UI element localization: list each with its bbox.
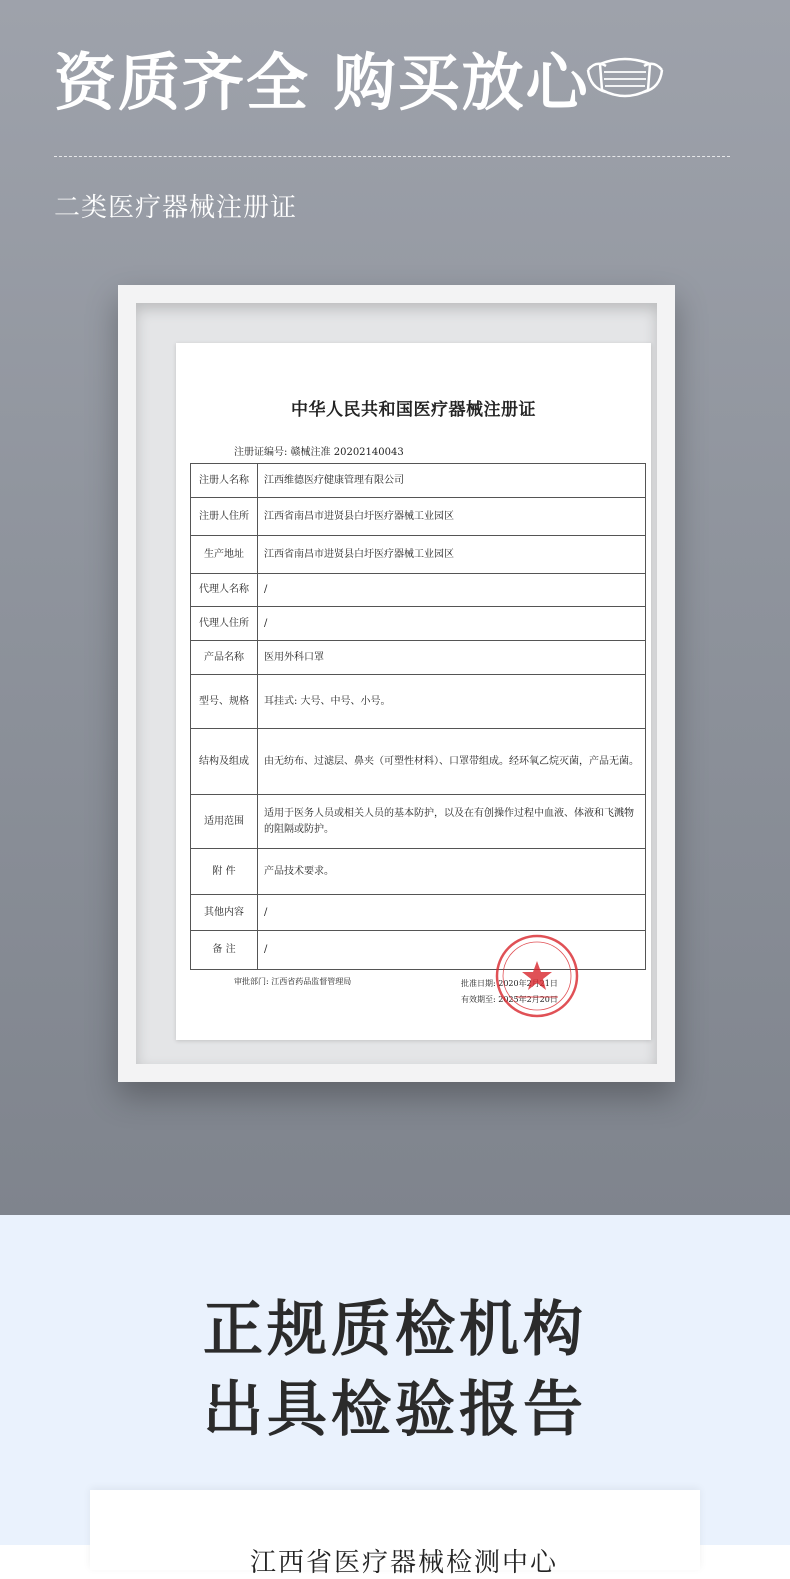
row-value: 耳挂式: 大号、中号、小号。 (258, 675, 646, 729)
table-row (191, 607, 646, 641)
row-value: 江西维德医疗健康管理有限公司 (258, 464, 646, 498)
dashed-divider (54, 156, 730, 157)
face-mask-icon (586, 52, 664, 106)
row-value: / (258, 607, 646, 641)
inspection-report-card (90, 1490, 700, 1578)
row-value: / (258, 895, 646, 931)
row-value: 江西省南昌市进贤县白圩医疗器械工业园区 (258, 536, 646, 574)
row-label: 注册人住所 (191, 498, 258, 536)
row-label: 注册人名称 (191, 464, 258, 498)
registration-certificate (176, 343, 651, 1040)
table-row (191, 641, 646, 675)
heading-line-2: 出具检验报告 (203, 1375, 587, 1445)
official-seal (494, 933, 580, 1019)
row-label: 代理人住所 (191, 607, 258, 641)
table-row (191, 729, 646, 795)
row-label: 产品名称 (191, 641, 258, 675)
row-value: / (258, 574, 646, 607)
table-row (191, 675, 646, 729)
certificate-title: 中华人民共和国医疗器械注册证 (291, 400, 536, 420)
row-value: 由无纺布、过滤层、鼻夹（可塑性材料）、口罩带组成。经环氧乙烷灭菌，产品无菌。 (258, 729, 646, 795)
row-label: 型号、规格 (191, 675, 258, 729)
table-row (191, 895, 646, 931)
row-value: 医用外科口罩 (258, 641, 646, 675)
row-label: 其他内容 (191, 895, 258, 931)
inspection-heading (0, 1290, 790, 1450)
approval-date: 批准日期: 2020年2月21日 (461, 979, 558, 988)
row-value: 产品技术要求。 (258, 849, 646, 895)
row-value: / (258, 931, 646, 970)
table-row (191, 536, 646, 574)
frame-mat (136, 303, 657, 1064)
heading-line-1: 正规质检机构 (203, 1295, 587, 1365)
row-label: 备 注 (191, 931, 258, 970)
report-title: 江西省医疗器械检测中心 (250, 1548, 559, 1578)
row-value: 适用于医务人员或相关人员的基本防护，以及在有创操作过程中血液、体液和飞溅物的阻隔或防护。 (258, 795, 646, 849)
row-label: 附 件 (191, 849, 258, 895)
approving-authority: 审批部门: 江西省药品监督管理局 (234, 977, 352, 986)
table-row (191, 498, 646, 536)
section-subtitle: 二类医疗器械注册证 (54, 193, 298, 223)
certificate-table (190, 463, 646, 970)
headline: 资质齐全 购买放心 (54, 46, 590, 119)
table-row (191, 464, 646, 498)
expiry-date: 有效期至: 2025年2月20日 (461, 995, 558, 1004)
row-label: 生产地址 (191, 536, 258, 574)
row-label: 代理人名称 (191, 574, 258, 607)
row-value: 江西省南昌市进贤县白圩医疗器械工业园区 (258, 498, 646, 536)
table-row (191, 795, 646, 849)
row-label: 结构及组成 (191, 729, 258, 795)
certificate-frame (118, 285, 675, 1082)
table-row (191, 849, 646, 895)
registration-number: 注册证编号: 赣械注准 20202140043 (234, 447, 404, 458)
row-label: 适用范围 (191, 795, 258, 849)
table-row (191, 574, 646, 607)
